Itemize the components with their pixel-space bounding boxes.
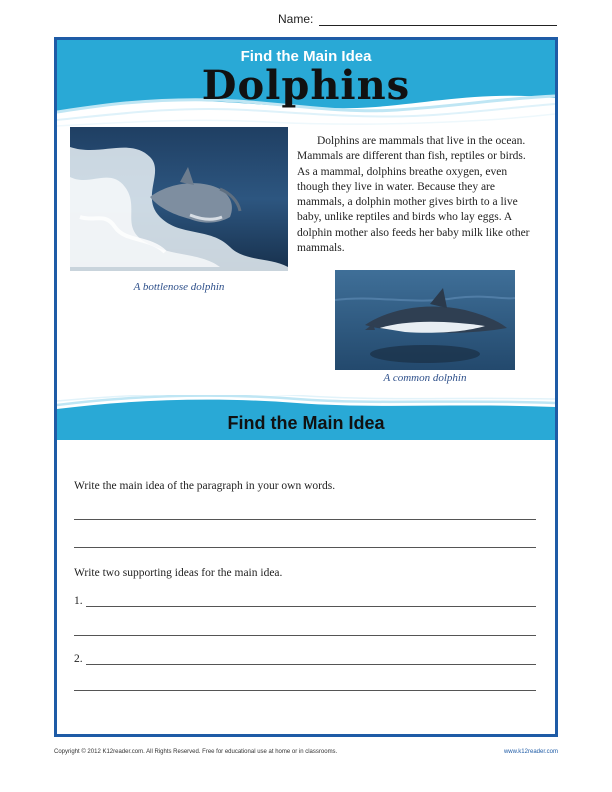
- passage-paragraph: Dolphins are mammals that live in the ocean. Mammals are different than fish, reptiles or birds. As a mammal, dolphins breathe oxygen, even though they live in water. Because they are mammals, a dolphin mother gives birth to a live baby, unlike reptiles and birds who lay eggs. A dolphin mother also feeds her baby milk like other mammals.: [297, 135, 530, 255]
- copyright-text: Copyright © 2012 K12reader.com. All Rights Reserved. Free for educational use at home or in classrooms.: [54, 749, 338, 755]
- name-line[interactable]: [319, 14, 557, 26]
- answer-line-2[interactable]: [74, 547, 536, 548]
- worksheet-frame: [54, 37, 558, 737]
- supporting-idea-1[interactable]: [74, 595, 536, 607]
- supporting-line-2[interactable]: [86, 653, 536, 665]
- common-dolphin-caption: A common dolphin: [383, 372, 467, 384]
- bottlenose-caption: A bottlenose dolphin: [133, 281, 225, 293]
- header-subtitle: Find the Main Idea: [240, 48, 372, 65]
- answer-line-1[interactable]: [74, 519, 536, 520]
- item-number-1: 1.: [74, 595, 83, 607]
- supporting-line-1b[interactable]: [74, 635, 536, 636]
- site-link[interactable]: www.k12reader.com: [503, 749, 558, 755]
- section-title: Find the Main Idea: [227, 413, 385, 433]
- bottlenose-dolphin-photo-icon: [70, 127, 288, 271]
- name-label: Name:: [278, 12, 314, 26]
- supporting-line-1[interactable]: [86, 595, 536, 607]
- supporting-idea-2[interactable]: [74, 653, 536, 665]
- name-field[interactable]: [278, 12, 557, 26]
- main-idea-prompt: Write the main idea of the paragraph in your own words.: [74, 480, 336, 492]
- common-dolphin-photo-icon: [335, 270, 515, 370]
- item-number-2: 2.: [74, 653, 83, 665]
- supporting-ideas-prompt: Write two supporting ideas for the main idea.: [74, 567, 283, 579]
- supporting-line-2b[interactable]: [74, 690, 536, 691]
- page-title: Dolphins: [201, 62, 411, 109]
